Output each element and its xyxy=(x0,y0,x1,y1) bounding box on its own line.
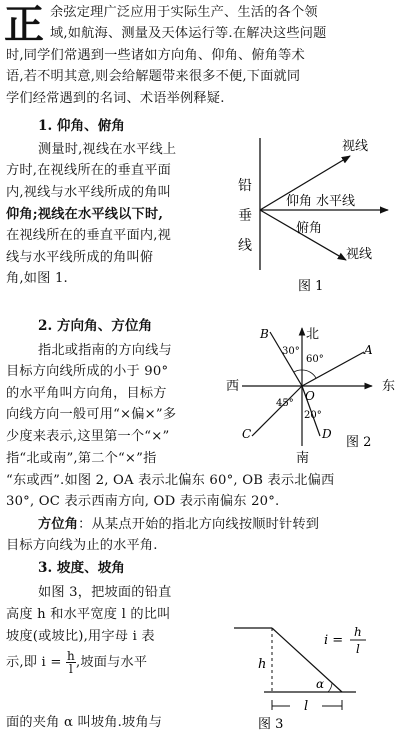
s3-line-1: 如图 3，把坡面的铅直 xyxy=(38,585,172,600)
figure-3 xyxy=(226,606,402,736)
intro-line-1: 余弦定理广泛应用于实际生产、生活的各个领 xyxy=(50,5,318,20)
fraction-denominator: l xyxy=(68,662,74,676)
elevation-label: 仰角 xyxy=(286,194,313,209)
height-label: h xyxy=(258,657,267,672)
azimuth-line-1 xyxy=(38,514,319,535)
point-A: A xyxy=(364,343,373,357)
s1-line-1: 测量时,视线在水平线上 xyxy=(38,142,177,157)
west-label: 西 xyxy=(226,379,240,394)
east-label: 东 xyxy=(382,379,396,394)
ray-OC xyxy=(252,386,302,436)
width-label: l xyxy=(304,699,309,714)
s1-line-3: 内,视线与水平线所成的角叫 xyxy=(6,185,172,200)
s2-line-2: 目标方向线所成的小于 90° xyxy=(6,364,169,379)
figure-1 xyxy=(230,130,402,302)
plumb-char-3: 线 xyxy=(238,238,252,254)
point-O: O xyxy=(305,389,315,403)
plumb-char-2: 垂 xyxy=(238,208,252,224)
s3-line-2: 高度 h 和水平宽度 l 的比叫 xyxy=(6,607,171,622)
s1-line-4: 仰角;视线在水平线以下时, xyxy=(6,207,164,222)
s2-line-3: 的水平角叫方向角，目标方 xyxy=(6,386,167,401)
azimuth-line-2: 目标方向线为止的水平角. xyxy=(6,538,158,553)
drop-cap: 正 xyxy=(4,2,44,48)
angle-60: 60° xyxy=(306,354,324,365)
s2-line-4: 向线方向一般可用“×偏×”多 xyxy=(6,407,177,422)
s2-full-line-2: 30°, OC 表示西南方向, OD 表示南偏东 20°. xyxy=(6,494,280,509)
s2-line-1: 指北或指南的方向线与 xyxy=(38,343,172,358)
s1-line-7: 角,如图 1. xyxy=(6,271,68,286)
sight-up-label: 视线 xyxy=(342,139,369,154)
slope-i-label: i = xyxy=(324,633,344,648)
intro-line-3: 时,同学们常遇到一些诸如方向角、仰角、俯角等术 xyxy=(6,48,305,63)
slope-fraction xyxy=(66,650,76,675)
figure-2 xyxy=(222,324,402,472)
figure-3-caption: 图 3 xyxy=(258,717,284,732)
azimuth-term: 方位角 xyxy=(38,517,79,532)
point-C: C xyxy=(242,427,252,441)
s2-full-line-1: “东或西”.如图 2, OA 表示北偏东 60°, OB 表示北偏西 xyxy=(6,473,335,488)
fraction-numerator: h xyxy=(67,649,75,663)
alpha-label: α xyxy=(316,677,325,691)
horizontal-label: 水平线 xyxy=(316,194,356,209)
ray-OB xyxy=(270,332,302,386)
angle-30: 30° xyxy=(282,346,300,357)
south-label: 南 xyxy=(296,451,310,466)
s2-line-5: 少度来表示,这里第一个“×” xyxy=(6,429,170,444)
s1-line-5: 在视线所在的垂直平面内,视 xyxy=(6,228,172,243)
s1-line-6: 线与水平线所成的角叫俯 xyxy=(6,250,154,265)
s1-line-2: 方时,在视线所在的垂直平面 xyxy=(6,163,172,178)
angle-45: 45° xyxy=(276,398,294,409)
s3-line-3: 坡度(或坡比),用字母 i 表 xyxy=(6,629,155,644)
azimuth-text-1: ：从某点开始的指北方向线按顺时针转到 xyxy=(78,517,320,532)
section2-heading: 2. 方向角、方位角 xyxy=(38,318,153,334)
s3-line-5: 面的夹角 α 叫坡角.坡角与 xyxy=(6,715,163,730)
s3-line-4 xyxy=(6,650,147,675)
s3-line-4-start: 示,即 i = xyxy=(6,655,62,670)
north-label: 北 xyxy=(306,327,320,342)
angle-20: 20° xyxy=(304,410,322,421)
figure-1-caption: 图 1 xyxy=(298,279,324,294)
sight-down-label: 视线 xyxy=(346,247,373,262)
section3-heading: 3. 坡度、坡角 xyxy=(38,560,125,576)
point-D: D xyxy=(322,427,332,441)
slope-den: l xyxy=(356,642,360,656)
depression-label: 俯角 xyxy=(296,221,323,236)
intro-line-4: 语,若不明其意,则会给解题带来很多不便,下面就同 xyxy=(6,69,301,84)
section1-heading: 1. 仰角、俯角 xyxy=(38,118,125,134)
plumb-char-1: 铅 xyxy=(238,178,252,194)
slope-num: h xyxy=(354,625,362,639)
intro-line-5: 学们经常遇到的名词、术语举例释疑. xyxy=(6,91,225,106)
s2-line-6: 指“北或南”,第二个“×”指 xyxy=(6,451,157,466)
point-B: B xyxy=(260,327,269,341)
s3-line-4-end: ,坡面与水平 xyxy=(75,655,148,670)
figure-2-caption: 图 2 xyxy=(346,435,372,450)
intro-line-2: 域,如航海、测量及天体运行等.在解决这些问题 xyxy=(50,26,327,41)
